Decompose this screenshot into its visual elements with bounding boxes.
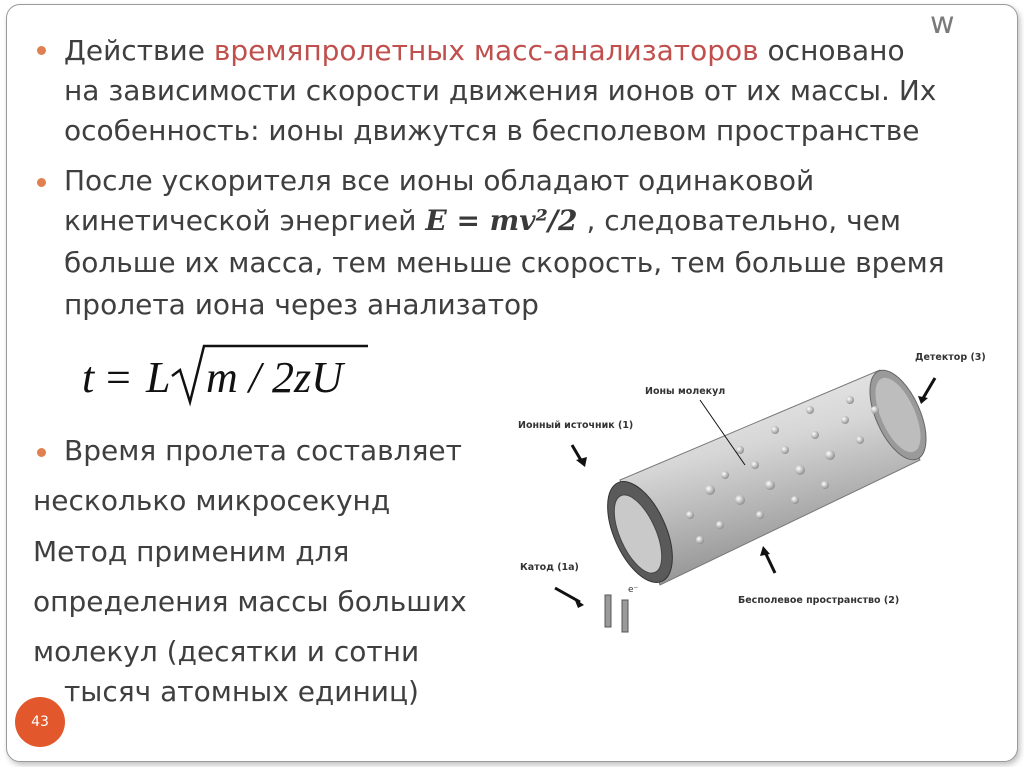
electron-label: e⁻ bbox=[628, 585, 639, 595]
formula-eq: = bbox=[106, 353, 131, 402]
formula-factor: L bbox=[146, 353, 171, 402]
cathode-right bbox=[622, 600, 628, 632]
arrow-detector-head-icon bbox=[918, 396, 928, 404]
bullet-2-line-4: пролета иона через анализатор bbox=[64, 288, 539, 321]
bullet-2-line-2 bbox=[64, 200, 901, 241]
bullet-dot-1 bbox=[37, 46, 46, 55]
kinetic-energy-formula: E = mv²/2 bbox=[425, 204, 578, 237]
bullet-1-line-1 bbox=[64, 30, 905, 71]
bullet-1-line-2: на зависимости скорости движения ионов от их массы. Их bbox=[64, 74, 937, 107]
flight-time-formula bbox=[78, 336, 378, 412]
bullet-2-prefix: кинетической энергией bbox=[64, 204, 426, 237]
bullet-3-line-4: определения массы больших bbox=[33, 585, 467, 618]
arrow-detector-icon bbox=[922, 378, 935, 400]
arrow-cathode-head-icon bbox=[574, 598, 584, 608]
bullet-3-line-6: тысяч атомных единиц) bbox=[64, 675, 419, 708]
page-number-badge: 43 bbox=[15, 697, 65, 747]
bullet-2-line-3: больше их масса, тем меньше скорость, тем больше время bbox=[64, 246, 945, 279]
watermark: w bbox=[930, 6, 955, 41]
bullet-dot-3 bbox=[37, 448, 46, 457]
bullet-2-line-1: После ускорителя все ионы обладают одинаковой bbox=[64, 164, 815, 197]
bullet-3-line-1: Время пролета составляет bbox=[64, 434, 462, 467]
bullet-1-prefix: Действие bbox=[64, 34, 214, 67]
label-cathode: Катод (1а) bbox=[520, 562, 579, 573]
arrow-field-free-head-icon bbox=[760, 546, 770, 556]
bullet-dot-2 bbox=[37, 178, 46, 187]
bullet-2-suffix: , следовательно, чем bbox=[577, 204, 901, 237]
cathode-left bbox=[605, 595, 611, 627]
bullet-3-line-5: молекул (десятки и сотни bbox=[33, 635, 420, 668]
tof-analyzer-diagram bbox=[510, 340, 1000, 640]
arrow-ion-source-head-icon bbox=[576, 457, 587, 467]
bullet-1-suffix: основано bbox=[758, 34, 905, 67]
bullet-3-line-2: несколько микросекунд bbox=[33, 484, 391, 517]
formula-lhs: t bbox=[82, 353, 95, 402]
formula-radicand: m / 2zU bbox=[206, 353, 343, 402]
bullet-1-accent: времяпролетных масс-анализаторов bbox=[213, 34, 759, 67]
bullet-1-line-3: особенность: ионы движутся в бесполевом пространстве bbox=[64, 114, 920, 147]
label-molecule-ions: Ионы молекул bbox=[645, 386, 726, 397]
arrow-field-free-icon bbox=[765, 552, 775, 573]
label-detector: Детектор (3) bbox=[915, 352, 986, 363]
label-field-free-space: Бесполевое пространство (2) bbox=[738, 595, 900, 606]
label-ion-source: Ионный источник (1) bbox=[518, 420, 634, 431]
bullet-3-line-3: Метод применим для bbox=[33, 535, 350, 568]
